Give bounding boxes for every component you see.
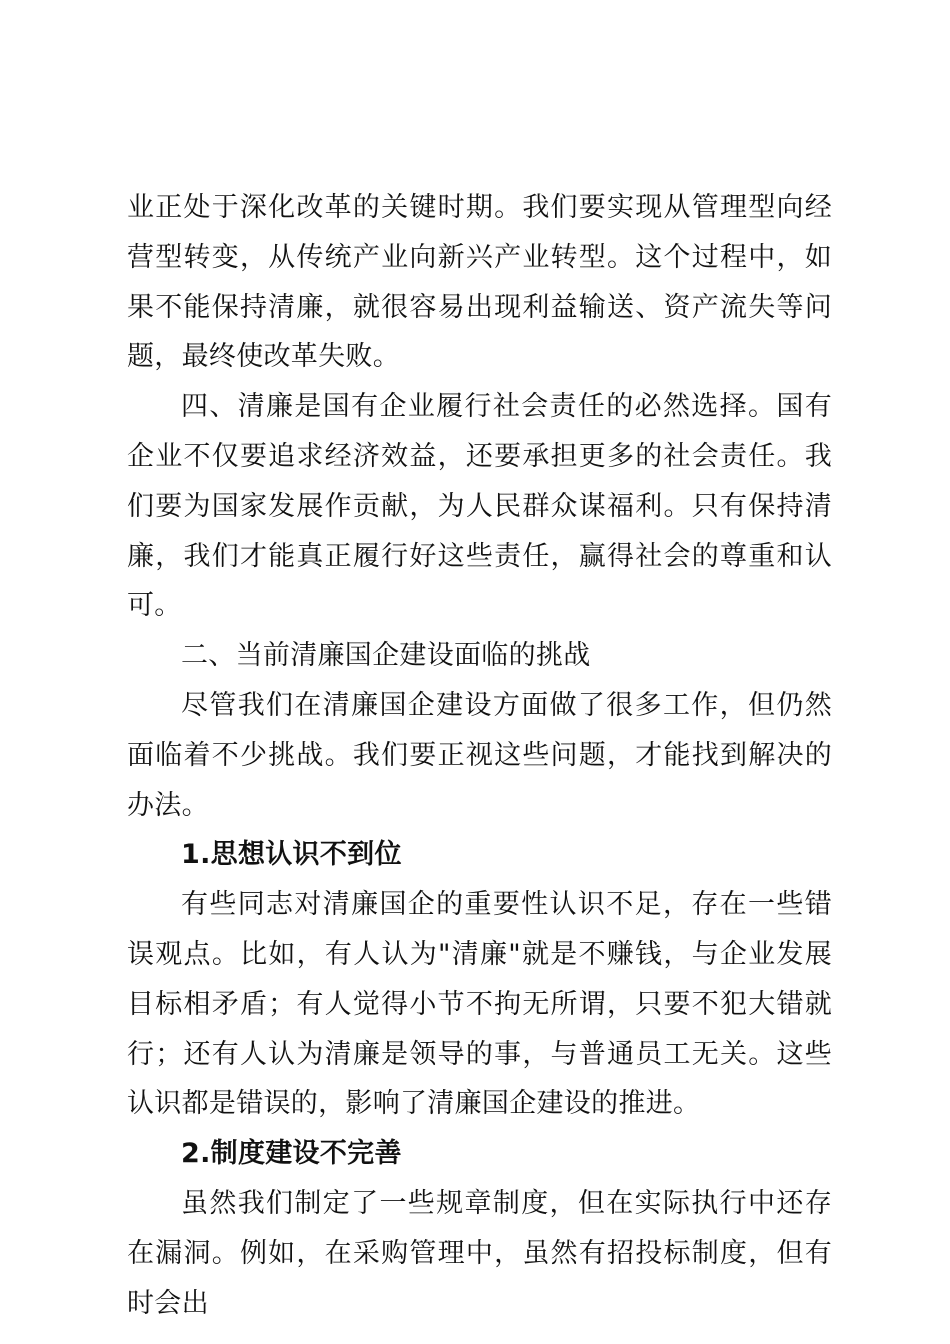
paragraph-challenges-intro: 尽管我们在清廉国企建设方面做了很多工作，但仍然面临着不少挑战。我们要正视这些问题，才能找到解决的办法。: [127, 689, 832, 821]
section-title-challenges: 二、当前清廉国企建设面临的挑战: [181, 640, 591, 672]
paragraph-reform-continuation: 业正处于深化改革的关键时期。我们要实现从管理型向经营型转变，从传统产业向新兴产业转型。这个过程中，如果不能保持清廉，就很容易出现利益输送、资产流失等问题，最终使改革失败。: [127, 192, 832, 373]
paragraph-system-building: 虽然我们制定了一些规章制度，但在实际执行中还存在漏洞。例如，在采购管理中，虽然有招投标制度，但有时会出: [127, 1187, 832, 1319]
paragraph-awareness: 有些同志对清廉国企的重要性认识不足，存在一些错误观点。比如，有人认为"清廉"就是不赚钱，与企业发展目标相矛盾；有人觉得小节不拘无所谓，只要不犯大错就行；还有人认为清廉是领导的事，与普通员工无关。这些认识都是错误的，影响了清廉国企建设的推进。: [127, 889, 832, 1120]
paragraph-social-responsibility: 四、清廉是国有企业履行社会责任的必然选择。国有企业不仅要追求经济效益，还要承担更多的社会责任。我们要为国家发展作贡献，为人民群众谋福利。只有保持清廉，我们才能真正履行好这些责任，赢得社会的尊重和认可。: [127, 391, 832, 622]
subheading-system-building: 2.制度建设不完善: [181, 1138, 402, 1170]
subheading-awareness: 1.思想认识不到位: [181, 839, 402, 871]
document-body: [127, 183, 832, 1328]
